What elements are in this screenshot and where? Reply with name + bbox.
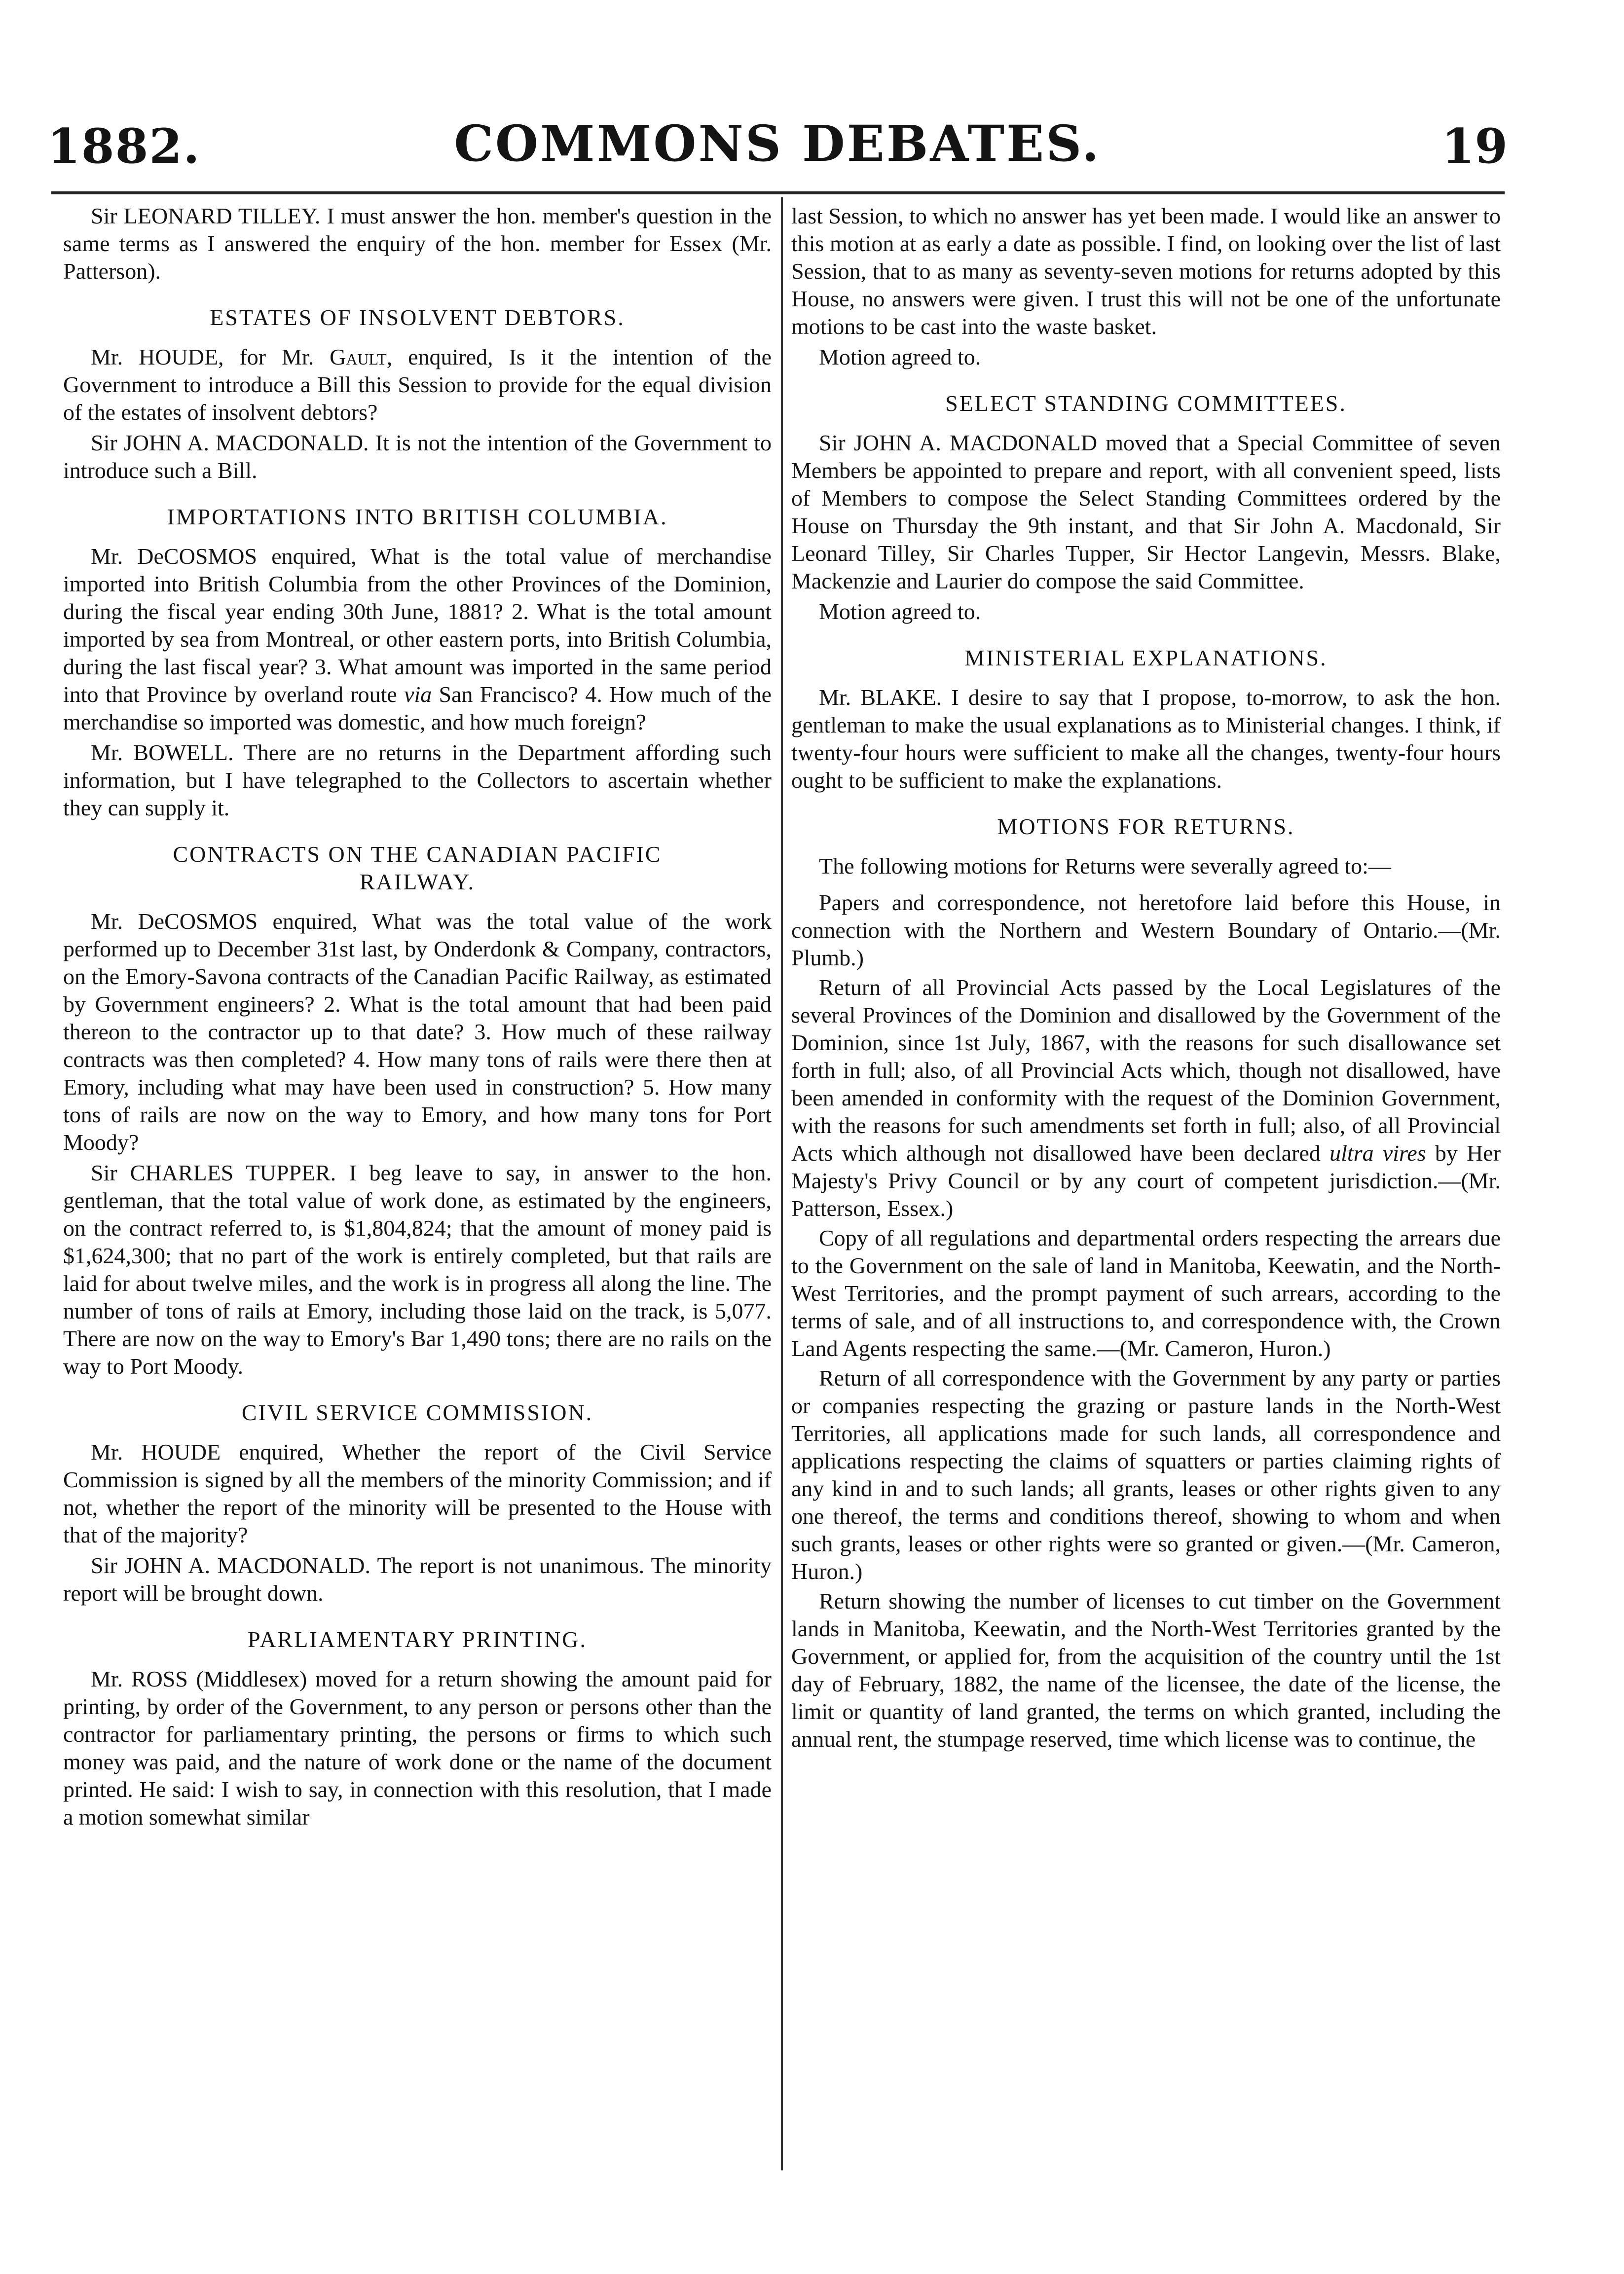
paragraph-importations-question [63, 543, 772, 736]
italic-ultra-vires: ultra vires [1329, 1140, 1426, 1166]
heading-estates: ESTATES OF INSOLVENT DEBTORS. [210, 305, 625, 330]
return-text-cont: by Her Majesty's Privy Council or by any court of competent jurisdiction.—(Mr. Patterson, Essex.) [791, 1140, 1501, 1221]
header-year: 1882. [47, 118, 201, 174]
return-motion-2 [791, 974, 1501, 1222]
heading-ministerial: MINISTERIAL EXPLANATIONS. [964, 645, 1328, 670]
paragraph-tilley-reply [63, 202, 772, 285]
motion-text: moved that a Special Committee of seven Members be appointed to prepare and report, with all convenient speed, lists of Members to compose the Select Standing Committees ordered by the House on Thursday the 9th instant, and that Sir John A. Macdonald, Sir Leonard Tilley, Sir Charles Tupper, Sir Hector Langevin, Messrs. Blake, Mackenzie and Laurier do compose the said Committee. [791, 430, 1501, 593]
paragraph-estates-question [63, 343, 772, 426]
return-motion-1: Papers and correspondence, not heretofore laid before this House, in connection with the Northern and Western Boundary of Ontario.—(Mr. Plumb.) [791, 890, 1501, 970]
paragraph-importations-answer [63, 739, 772, 822]
question-text: enquired, Is it the intention of the Government to introduce a Bill this Session to provide for the equal division of the estates of insolvent debtors? [63, 344, 772, 425]
speaker-name: Mr. HOUDE, [91, 344, 224, 369]
answer-text: The report is not unanimous. The minority report will be brought down. [63, 1553, 772, 1606]
answer-text: I beg leave to say, in answer to the hon. gentleman, that the total value of work done, as estimated by the engineers, on the contract referred to, is $1,804,824; that the amount of money paid is $1,624,300; that no part of the work is entirely completed, but that rails are laid for about twelve miles, and the work is in progress all along the line. The number of tons of rails at Emory, including those laid on the track, is 5,077. There are now on the way to Emory's Bar 1,490 tons; there are no rails on the way to Port Moody. [63, 1160, 772, 1379]
member-name: Gault, [330, 344, 393, 369]
motion-agreed-1: Motion agreed to. [819, 344, 981, 369]
paragraph-ministerial [791, 684, 1501, 794]
question-text: enquired, What is the total value of merchandise imported into British Columbia from the other Provinces of the Dominion, during the fiscal year ending 30th June, 1881? 2. What is the total amount imported by sea from Montreal, or other eastern ports, into British Columbia, during the last fiscal year? 3. What amount was imported in the same period into that Province by overland route [63, 544, 772, 707]
speaker-name: Sir LEONARD TILLEY. [91, 203, 321, 228]
speaker-name: Sir JOHN A. MACDONALD. [91, 1553, 370, 1578]
header-page-number: 19 [1441, 118, 1508, 174]
question-text: enquired, Whether the report of the Civil Service Commission is signed by all the members of the minority Commission; and if not, whether the report of the minority will be presented to the House with that of the majority? [63, 1439, 772, 1547]
paragraph-contracts-answer [63, 1159, 772, 1380]
for-text: for Mr. [239, 344, 314, 369]
speaker-name: Sir JOHN A. MACDONALD [819, 430, 1098, 455]
heading-returns: MOTIONS FOR RETURNS. [997, 814, 1295, 839]
speaker-name: Mr. ROSS (Middlesex) [91, 1666, 307, 1691]
speech-text: I must answer the hon. member's question in the same terms as I answered the enquiry of the hon. member for Essex (Mr. Patterson). [63, 203, 772, 284]
paragraph-civil-service-answer [63, 1552, 772, 1607]
motion-agreed-2: Motion agreed to. [819, 599, 981, 624]
heading-civil-service: CIVIL SERVICE COMMISSION. [241, 1400, 593, 1425]
column-divider [781, 197, 783, 2170]
heading-select-committees: SELECT STANDING COMMITTEES. [945, 391, 1347, 416]
speaker-name: Mr. DeCOSMOS [91, 544, 258, 569]
heading-contracts-line1: CONTRACTS ON THE CANADIAN PACIFIC [173, 842, 662, 867]
paragraph-printing-continued: last Session, to which no answer has yet been made. I would like an answer to this motion at as early a date as possible. I find, on looking over the list of last Session, that to as many as seventy-seven motions for returns adopted by this House, no answers were given. I trust this will not be one of the unfortunate motions to be cast into the waste basket. [791, 203, 1501, 339]
return-text: Return of all Provincial Acts passed by the Local Legislatures of the several Provinces of the Dominion and disallowed by the Government of the Dominion, since 1st July, 1867, with the reasons for such disallowance set forth in full; also, of all Provincial Acts which, though not disallowed, have been amended in conformity with the request of the Dominion Government, with the reasons for such amendments set forth in full; also, of all Provincial Acts which although not disallowed have been declared [791, 975, 1501, 1166]
question-text: enquired, What was the total value of the work performed up to December 31st last, by Onderdonk & Company, contractors, on the Emory-Savona contracts of the Canadian Pacific Railway, as estimated by Government engineers? 2. What is the total amount that had been paid thereon to the contractor up to that date? 3. How much of these railway contracts was then completed? 4. How many tons of rails were there then at Emory, including what may have been used in construction? 5. How many tons of rails are now on the way to Emory, and how many tons for Port Moody? [63, 909, 772, 1155]
answer-text: There are no returns in the Department affording such information, but I have telegraphed to the Collectors to ascertain whether they can supply it. [63, 740, 772, 820]
header-rule [51, 191, 1505, 194]
heading-printing: PARLIAMENTARY PRINTING. [247, 1627, 588, 1652]
return-motion-4: Return of all correspondence with the Government by any party or parties or companies respecting the grazing or pasture lands in the North-West Territories, all applications made for such lands, all correspondence and applications respecting the claims of squatters or parties claiming rights of any kind in and to such lands; all grants, leases or other rights given to any one thereof, the terms and conditions thereof, showing to whom and when such grants, leases or other rights were so granted or given.—(Mr. Cameron, Huron.) [791, 1365, 1501, 1584]
speaker-name: Sir CHARLES TUPPER. [91, 1160, 336, 1185]
speaker-name: Mr. HOUDE [91, 1439, 221, 1465]
speaker-name: Mr. BLAKE. [819, 685, 942, 710]
question-text-cont: San Francisco? 4. How much of the merchandise so imported was domestic, and how much foreign? [63, 682, 772, 734]
speaker-name: Sir JOHN A. MACDONALD. [91, 430, 369, 455]
heading-importations: IMPORTATIONS INTO BRITISH COLUMBIA. [167, 504, 668, 529]
page-header [47, 114, 1508, 188]
paragraph-contracts-question [63, 908, 772, 1156]
paragraph-returns-intro: The following motions for Returns were severally agreed to:— [819, 853, 1391, 879]
right-column [791, 202, 1501, 2175]
header-title: COMMONS DEBATES. [454, 114, 1101, 173]
heading-contracts-line2: RAILWAY. [359, 869, 475, 894]
answer-text: It is not the intention of the Government to introduce such a Bill. [63, 430, 772, 483]
paragraph-estates-answer [63, 429, 772, 484]
speaker-name: Mr. BOWELL. [91, 740, 234, 765]
speaker-name: Mr. DeCOSMOS [91, 909, 258, 934]
speech-text: I desire to say that I propose, to-morrow, to ask the hon. gentleman to make the usual explanations as to Ministerial changes. I think, if twenty-four hours were sufficient to make all the changes, twenty-four hours ought to be sufficient to make the explanations. [791, 685, 1501, 793]
italic-via: via [404, 682, 432, 707]
motion-text: moved for a return showing the amount paid for printing, by order of the Government, to any person or persons other than the contractor for parliamentary printing, the persons or firms to which such money was paid, and the nature of work done or the name of the document printed. He said: I wish to say, in connection with this resolution, that I made a motion somewhat similar [63, 1666, 772, 1830]
return-motion-5: Return showing the number of licenses to cut timber on the Government lands in Manitoba, Keewatin, and the North-West Territories granted by the Government, or applied for, from the acquisition of the country until the 1st day of February, 1882, the name of the licensee, the date of the license, the limit or quantity of land granted, the terms on which granted, including the annual rent, the stumpage reserved, time which license was to continue, the [791, 1588, 1501, 1752]
paragraph-civil-service-question [63, 1438, 772, 1549]
left-column [63, 202, 772, 2175]
return-motion-3: Copy of all regulations and departmental orders respecting the arrears due to the Government on the sale of land in Manitoba, Keewatin, and the North-West Territories, and the prompt payment of such arrears, according to the terms of sale, and of all instructions to, and correspondence with, the Crown Land Agents respecting the same.—(Mr. Cameron, Huron.) [791, 1225, 1501, 1361]
paragraph-select-motion [791, 429, 1501, 595]
paragraph-printing-motion [63, 1665, 772, 1831]
